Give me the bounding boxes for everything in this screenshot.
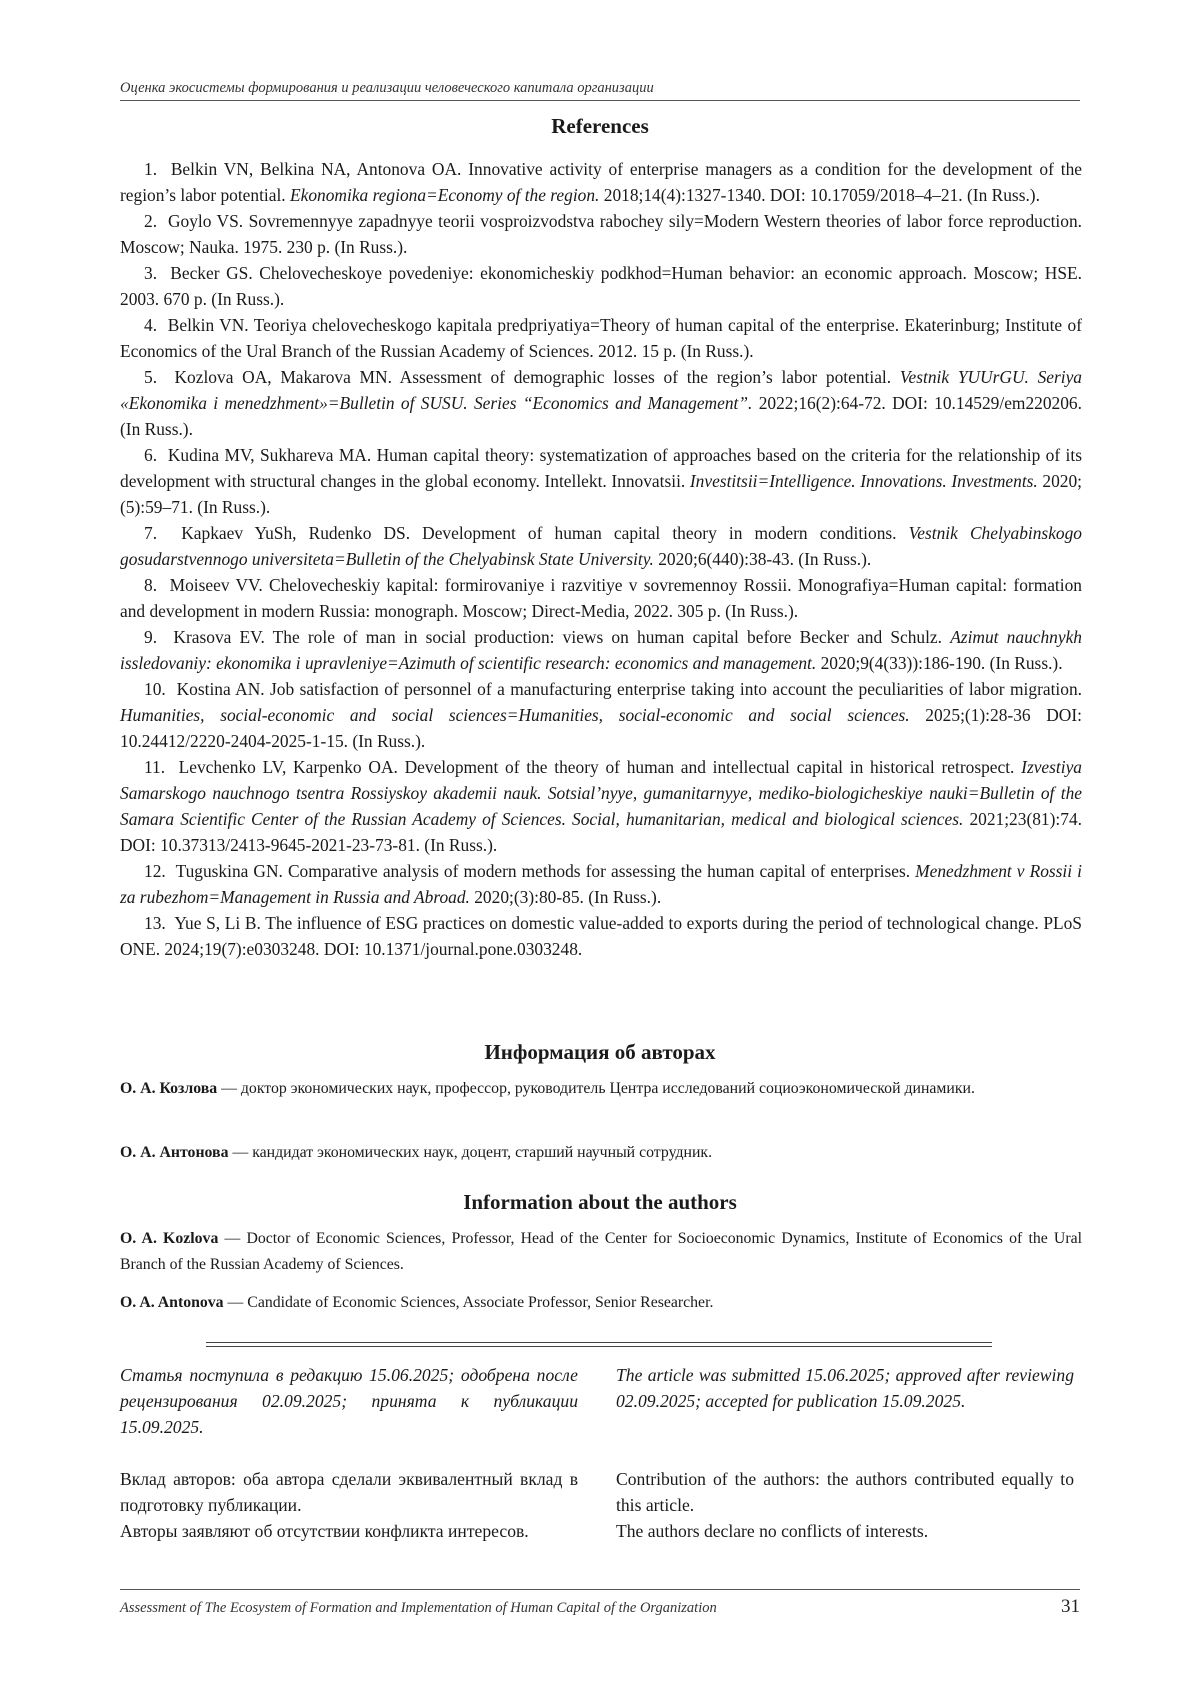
- reference-text: Belkin VN, Belkina NA, Antonova OA. Innovative activity of enterprise managers as a condition for the development of the region’s labor potential.: [120, 159, 1082, 205]
- reference-details: 2020;(3):80-85. (In Russ.).: [469, 887, 662, 907]
- reference-item: [120, 442, 1082, 520]
- reference-item: [120, 910, 1082, 962]
- reference-item: [120, 676, 1082, 754]
- author-en-antonova: [120, 1290, 1082, 1316]
- references-list: [120, 156, 1082, 962]
- conflicts-ru: Авторы заявляют об отсутствии конфликта интересов.: [120, 1521, 529, 1541]
- reference-text: Goylo VS. Sovremennyye zapadnyye teorii vosproizvodstva rabochey sily=Modern Western theories of labor force reproduction. Moscow; Nauka. 1975. 230 p. (In Russ.).: [120, 211, 1082, 257]
- reference-text: Yue S, Li B. The influence of ESG practices on domestic value-added to exports during the period of technological change. PLoS ONE. 2024;19(7):e0303248. DOI: 10.1371/journal.pone.0303248.: [120, 913, 1082, 959]
- author-description: — Candidate of Economic Sciences, Associate Professor, Senior Researcher.: [223, 1294, 714, 1311]
- reference-journal: Azimut nauchnykh issledovaniy: ekonomika i upravleniye=Azimuth of scientific research: economics and management.: [120, 627, 1083, 673]
- author-name: O. A. Kozlova: [120, 1230, 219, 1247]
- reference-number: 12.: [144, 861, 166, 881]
- contribution-ru: Вклад авторов: оба автора сделали эквивалентный вклад в подготовку публикации.: [120, 1469, 578, 1515]
- reference-details: 2020;9(4(33)):186-190. (In Russ.).: [816, 653, 1063, 673]
- reference-journal: Vestnik YUUrGU. Seriya «Ekonomika i menedzhment»=Bulletin of SUSU. Series “Economics and Management”.: [120, 367, 1083, 413]
- author-description: — доктор экономических наук, профессор, руководитель Центра исследований социоэкономической динамики.: [217, 1080, 975, 1097]
- reference-number: 13.: [144, 913, 166, 933]
- conflicts-en: The authors declare no conflicts of interests.: [616, 1521, 929, 1541]
- reference-details: 2020;(5):59–71. (In Russ.).: [120, 471, 1082, 517]
- article-history-ru: Статья поступила в редакцию 15.06.2025; одобрена после рецензирования 02.09.2025; принята к публикации 15.09.2025.: [120, 1365, 578, 1437]
- author-description: — кандидат экономических наук, доцент, старший научный сотрудник.: [228, 1144, 713, 1161]
- reference-text: Kostina AN. Job satisfaction of personnel of a manufacturing enterprise taking into account the peculiarities of labor migration.: [176, 679, 1082, 699]
- reference-journal: Izvestiya Samarskogo nauchnogo tsentra Rossiyskoy akademii nauk. Sotsial’nyye, gumanitarnyye, mediko-biologicheskiye nauki=Bulletin of the Samara Scientific Center of the Russian Academy of Sciences. Social, humanitarian, medical and biological sciences.: [120, 757, 1082, 829]
- reference-item: [120, 520, 1082, 572]
- author-name: О. А. Козлова: [120, 1080, 218, 1097]
- contribution-en: Contribution of the authors: the authors contributed equally to this article.: [616, 1469, 1074, 1515]
- reference-item: [120, 364, 1082, 442]
- reference-details: 2022;16(2):64-72. DOI: 10.14529/em220206. (In Russ.).: [120, 393, 1082, 439]
- reference-item: [120, 208, 1082, 260]
- reference-details: 2021;23(81):74. DOI: 10.37313/2413-9645-2021-23-73-81. (In Russ.).: [120, 809, 1082, 855]
- reference-number: 5.: [144, 367, 158, 387]
- reference-details: 2020;6(440):38-43. (In Russ.).: [653, 549, 872, 569]
- running-header: Оценка экосистемы формирования и реализации человеческого капитала организации: [120, 80, 1080, 101]
- reference-number: 7.: [144, 523, 158, 543]
- reference-item: [120, 156, 1082, 208]
- author-name: O. A. Antonova: [120, 1294, 224, 1311]
- reference-text: Kozlova OA, Makarova MN. Assessment of demographic losses of the region’s labor potential.: [174, 367, 900, 387]
- reference-text: Kapkaev YuSh, Rudenko DS. Development of human capital theory in modern conditions.: [181, 523, 909, 543]
- reference-journal: Menedzhment v Rossii i za rubezhom=Management in Russia and Abroad.: [120, 861, 1082, 907]
- running-footer: Assessment of The Ecosystem of Formation and Implementation of Human Capital of the Organization: [120, 1600, 717, 1616]
- authors-ru-heading: Информация об авторах: [484, 1040, 716, 1064]
- reference-details: 2018;14(4):1327-1340. DOI: 10.17059/2018–4–21. (In Russ.).: [599, 185, 1040, 205]
- reference-number: 6.: [144, 445, 158, 465]
- reference-text: Tuguskina GN. Comparative analysis of modern methods for assessing the human capital of enterprises.: [175, 861, 916, 881]
- double-rule-divider: [206, 1342, 992, 1347]
- reference-item: [120, 858, 1082, 910]
- reference-number: 3.: [144, 263, 158, 283]
- reference-number: 9.: [144, 627, 158, 647]
- reference-number: 2.: [144, 211, 158, 231]
- reference-text: Krasova EV. The role of man in social production: views on human capital before Becker and Schulz.: [173, 627, 951, 647]
- footer-rule: [120, 1589, 1080, 1590]
- reference-item: [120, 572, 1082, 624]
- article-history-en: The article was submitted 15.06.2025; approved after reviewing 02.09.2025; accepted for publication 15.09.2025.: [616, 1365, 1074, 1411]
- reference-text: Becker GS. Chelovecheskoye povedeniye: ekonomicheskiy podkhod=Human behavior: an economic approach. Moscow; HSE. 2003. 670 p. (In Russ.).: [120, 263, 1082, 309]
- reference-text: Levchenko LV, Karpenko OA. Development of the theory of human and intellectual capital in historical retrospect.: [178, 757, 1022, 777]
- reference-text: Moiseev VV. Chelovecheskiy kapital: formirovaniye i razvitiye v sovremennoy Rossii. Monografiya=Human capital: formation and development in modern Russia: monograph. Moscow; Direct-Media, 2022. 305 p. (In Russ.).: [120, 575, 1082, 621]
- page-number: 31: [1061, 1596, 1080, 1617]
- reference-number: 10.: [144, 679, 166, 699]
- author-ru-antonova: [120, 1140, 1082, 1166]
- references-heading: References: [551, 114, 649, 138]
- reference-journal: Humanities, social-economic and social sciences=Humanities, social-economic and social sciences.: [120, 705, 910, 725]
- reference-item: [120, 624, 1082, 676]
- reference-text: Kudina MV, Sukhareva MA. Human capital theory: systematization of approaches based on the criteria for the relationship of its development with structural changes in the global economy. Intellekt. Innovatsii.: [120, 445, 1082, 491]
- author-ru-kozlova: [120, 1076, 1082, 1102]
- reference-number: 11.: [144, 757, 166, 777]
- authors-en-heading: Information about the authors: [463, 1190, 737, 1214]
- reference-details: 2025;(1):28-36 DOI: 10.24412/2220-2404-2025-1-15. (In Russ.).: [120, 705, 1082, 751]
- author-description: — Doctor of Economic Sciences, Professor, Head of the Center for Socioeconomic Dynamics, Institute of Economics of the Ural Branch of the Russian Academy of Sciences.: [120, 1230, 1082, 1273]
- reference-journal: Investitsii=Intelligence. Innovations. Investments.: [689, 471, 1038, 491]
- reference-number: 1.: [144, 159, 158, 179]
- reference-number: 8.: [144, 575, 158, 595]
- reference-item: [120, 754, 1082, 858]
- author-en-kozlova: [120, 1226, 1082, 1278]
- reference-item: [120, 312, 1082, 364]
- reference-number: 4.: [144, 315, 158, 335]
- reference-text: Belkin VN. Teoriya chelovecheskogo kapitala predpriyatiya=Theory of human capital of the enterprise. Ekaterinburg; Institute of Economics of the Ural Branch of the Russian Academy of Sciences. 2012. 15 p. (In Russ.).: [120, 315, 1082, 361]
- reference-item: [120, 260, 1082, 312]
- reference-journal: Vestnik Chelyabinskogo gosudarstvennogo universiteta=Bulletin of the Chelyabinsk State University.: [120, 523, 1082, 569]
- reference-journal: Ekonomika regiona=Economy of the region.: [290, 185, 600, 205]
- author-name: О. А. Антонова: [120, 1144, 229, 1161]
